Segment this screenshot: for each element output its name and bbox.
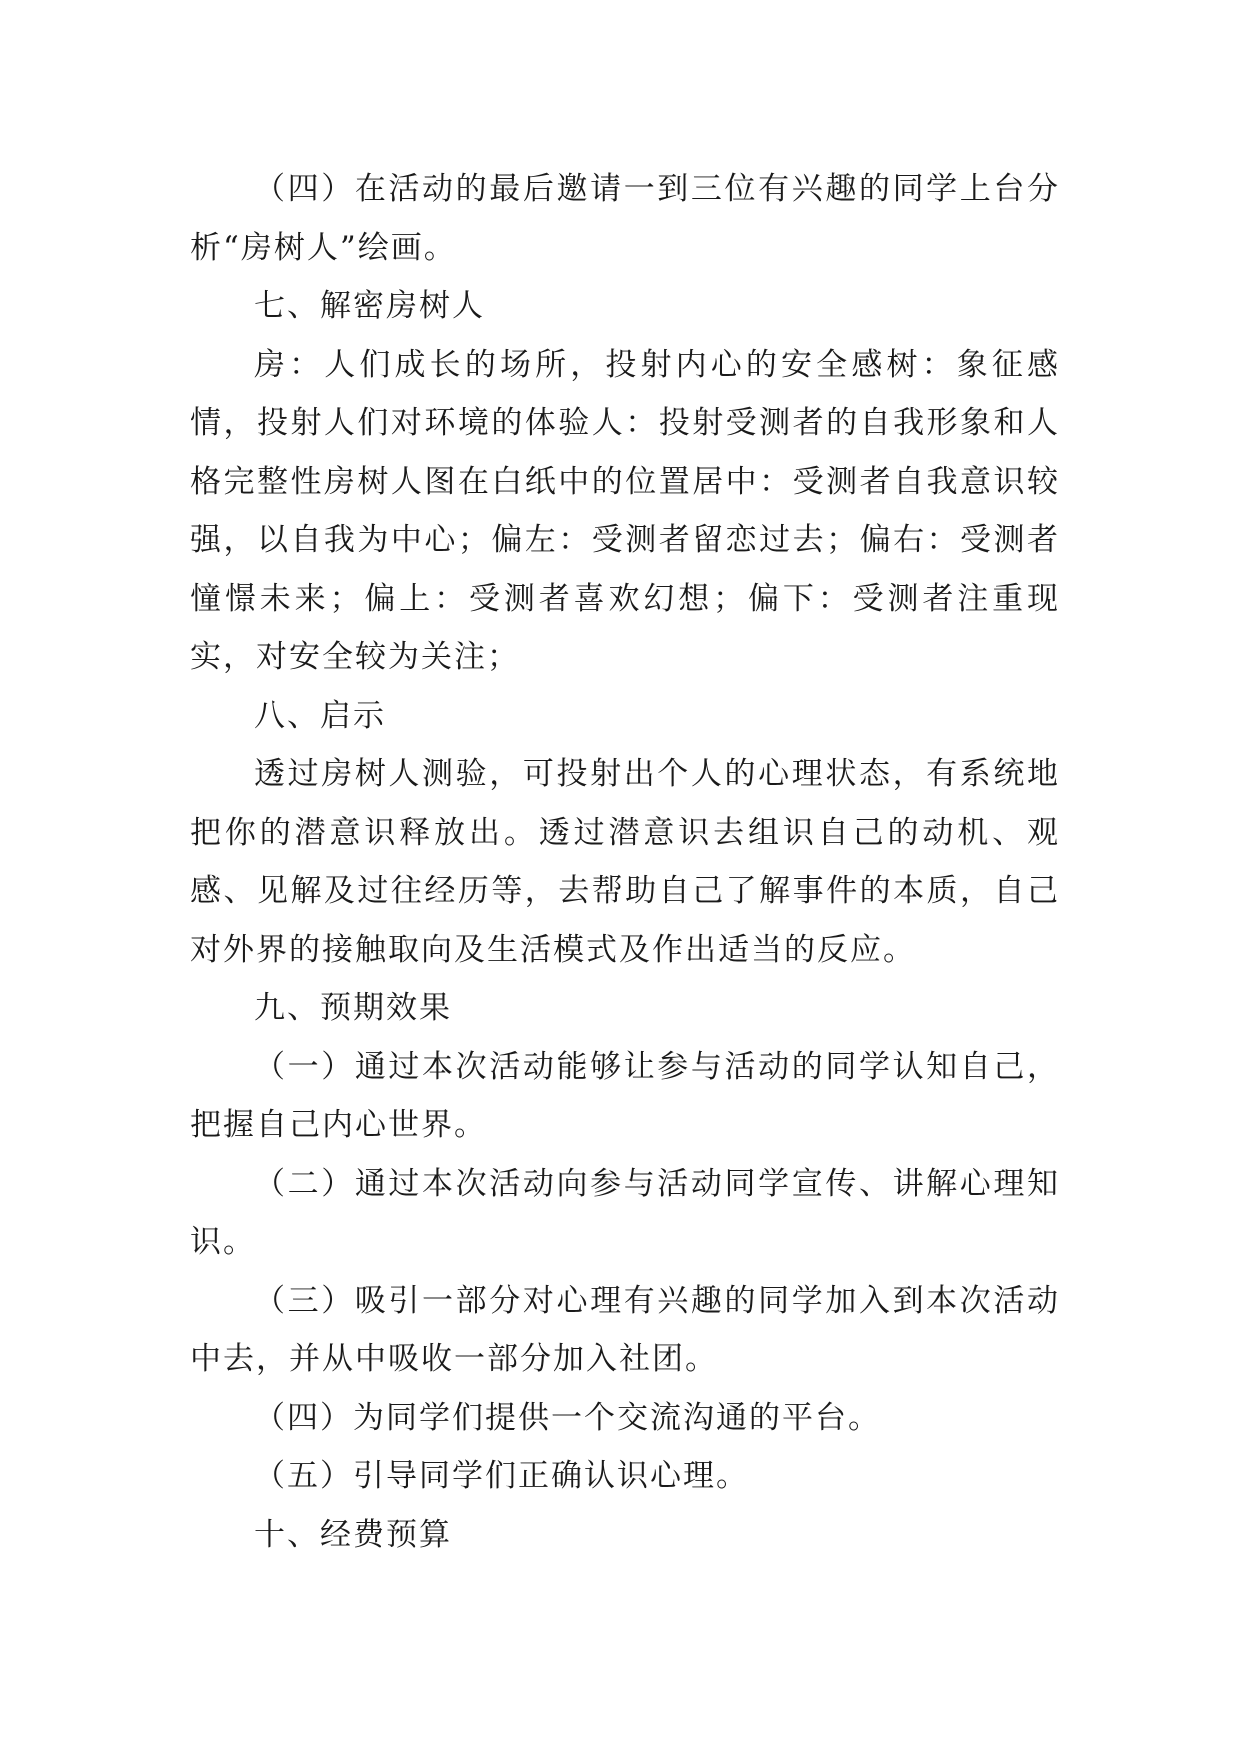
section-heading-10: 十、经费预算 xyxy=(254,1516,452,1553)
paragraph-insight: 透过房树人测验，可投射出个人的心理状态，有系统地把你的潜意识释放出。透过潜意识去组识自己的动机、观感、见解及过往经历等，去帮助自己了解事件的本质，自己对外界的接触取向及生活模式及作出适当的反应。 xyxy=(190,756,1060,968)
section-heading-8: 八、启示 xyxy=(254,697,386,734)
document-body xyxy=(190,160,1060,1564)
paragraph-effect-4: （四）为同学们提供一个交流沟通的平台。 xyxy=(254,1399,881,1436)
paragraph-effect-1: （一）通过本次活动能够让参与活动的同学认知自己，把握自己内心世界。 xyxy=(190,1048,1060,1143)
section-heading-9: 九、预期效果 xyxy=(254,990,452,1026)
paragraph-effect-2: （二）通过本次活动向参与活动同学宣传、讲解心理知识。 xyxy=(190,1165,1060,1260)
section-heading-7: 七、解密房树人 xyxy=(254,288,485,324)
paragraph-effect-5: （五）引导同学们正确认识心理。 xyxy=(254,1458,749,1494)
paragraph-effect-3: （三）吸引一部分对心理有兴趣的同学加入到本次活动中去，并从中吸收一部分加入社团。 xyxy=(190,1282,1060,1377)
paragraph-interpretation: 房：人们成长的场所，投射内心的安全感树：象征感情，投射人们对环境的体验人：投射受测者的自我形象和人格完整性房树人图在白纸中的位置居中：受测者自我意识较强，以自我为中心；偏左：受测者留恋过去；偏右：受测者憧憬未来；偏上：受测者喜欢幻想；偏下：受测者注重现实，对安全较为关注； xyxy=(190,346,1060,675)
paragraph-activity-step-4: （四）在活动的最后邀请一到三位有兴趣的同学上台分析“房树人”绘画。 xyxy=(190,171,1060,266)
